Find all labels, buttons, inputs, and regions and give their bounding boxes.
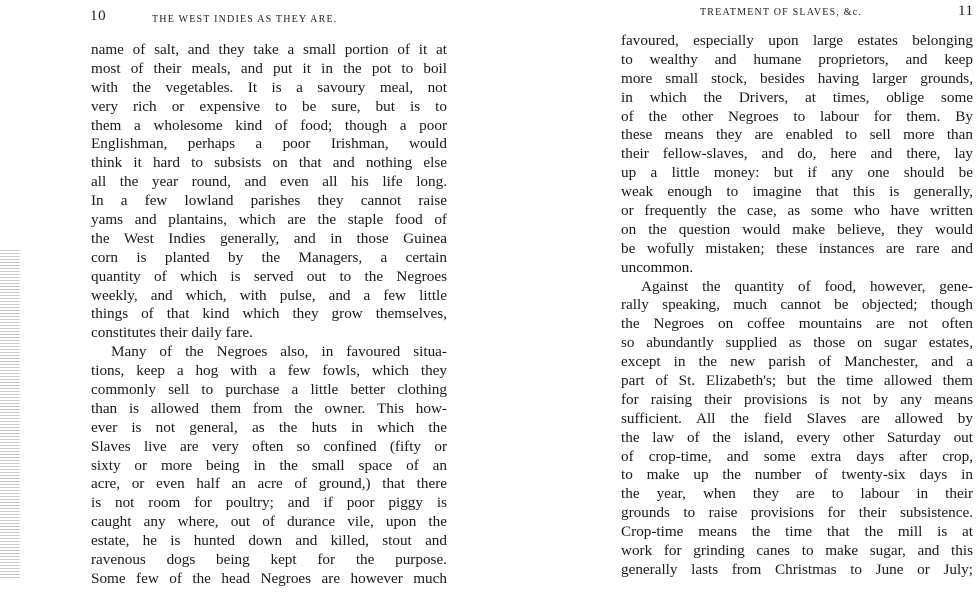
text-line: grounds to raise provisions for their subsistence. — [621, 504, 973, 522]
text-line: these means they are enabled to sell more than — [621, 126, 973, 144]
text-line: Against the quantity of food, however, gene- — [641, 277, 973, 295]
text-line: Some few of the head Negroes are however much — [91, 569, 447, 587]
right-running-head: TREATMENT OF SLAVES, &c. — [700, 7, 863, 18]
text-line: ravenous dogs being kept for the purpose. — [91, 551, 447, 569]
text-line: part of St. Elizabeth's; but the time allowed them — [621, 372, 973, 390]
text-line: Englishman, perhaps a poor Irishman, would — [91, 135, 447, 153]
text-line: more small stock, besides having larger grounds, — [621, 69, 973, 87]
text-line: their fellow-slaves, and do, here and there, lay — [621, 145, 973, 163]
text-line: be wofully mistaken; these instances are rare and — [621, 239, 973, 257]
text-line: yams and plantains, which are the staple food of — [91, 211, 447, 229]
text-line: to wealthy and humane proprietors, and keep — [621, 50, 973, 68]
text-line: Many of the Negroes also, in favoured situa- — [111, 343, 447, 361]
text-line: than is allowed them from the owner. This how- — [91, 399, 447, 417]
text-line: generally lasts from Christmas to June or July; — [621, 560, 973, 578]
text-line: in which the Drivers, at times, oblige some — [621, 88, 973, 106]
text-line: weekly, and which, with pulse, and a few little — [91, 286, 447, 304]
text-line: ever is not general, as the huts in which the — [91, 418, 447, 436]
left-page-number: 10 — [90, 8, 107, 24]
text-line: to make up the number of twenty-six days in — [621, 466, 973, 484]
text-line: of the other Negroes to labour for them. By — [621, 107, 973, 125]
text-line: constitutes their daily fare. — [91, 324, 253, 342]
text-line: the law of the island, every other Saturday out — [621, 428, 973, 446]
right-page — [490, 0, 980, 593]
left-body-text — [91, 41, 447, 589]
text-line: or frequently the case, as some who have written — [621, 202, 973, 220]
left-running-head: THE WEST INDIES AS THEY ARE. — [152, 14, 338, 25]
text-line: the West Indies generally, and in those Guinea — [91, 229, 447, 247]
text-line: most of their meals, and put it in the pot to boil — [91, 59, 447, 77]
text-line: except in the new parish of Manchester, and a — [621, 353, 973, 371]
text-line: things of that kind which they grow themselves, — [91, 305, 447, 323]
text-line: with the vegetables. It is a savoury meal, not — [91, 78, 447, 96]
text-line: the Negroes on coffee mountains are not often — [621, 315, 973, 333]
text-line: name of salt, and they take a small portion of it at — [91, 41, 447, 58]
text-line: them a wholesome kind of food; though a poor — [91, 116, 447, 134]
text-line: of crop-time, and some extra days after crop, — [621, 447, 973, 465]
text-line: uncommon. — [621, 258, 694, 276]
text-line: sixty or more being in the small space of an — [91, 456, 447, 474]
text-line: tions, keep a hog with a few fowls, which they — [91, 362, 447, 380]
text-line: estate, he is hunted down and killed, stout and — [91, 532, 447, 550]
text-line: In a few lowland parishes they cannot raise — [91, 192, 447, 210]
text-line: weak enough to imagine that this is generally, — [621, 183, 973, 201]
text-line: Slaves live are very often so confined (fifty or — [91, 437, 447, 455]
text-line: so abundantly supplied as those on sugar estates, — [621, 334, 973, 352]
text-line: Crop-time means the time that the mill is at — [621, 523, 973, 541]
text-line: work for grinding canes to make sugar, and this — [621, 542, 973, 560]
text-line: very rich or expensive to be sure, but is to — [91, 97, 447, 115]
text-line: commonly sell to purchase a little better clothing — [91, 381, 447, 399]
text-line: caught any where, out of durance vile, upon the — [91, 513, 447, 531]
right-body-text — [621, 32, 973, 580]
text-line: corn is planted by the Managers, a certain — [91, 248, 447, 266]
text-line: sufficient. All the field Slaves are allowed by — [621, 409, 973, 427]
text-line: on the question would make believe, they would — [621, 220, 973, 238]
text-line: favoured, especially upon large estates belonging — [621, 32, 973, 49]
text-line: think it hard to subsists on that and nothing else — [91, 154, 447, 172]
text-line: acre, or even half an acre of ground,) that there — [91, 475, 447, 493]
text-line: quantity of which is served out to the Negroes — [91, 267, 447, 285]
text-line: for raising their provisions is not by any means — [621, 390, 973, 408]
text-line: the year, when they are to labour in their — [621, 485, 973, 503]
page-edge-shadow — [0, 250, 20, 580]
text-line: all the year round, and even all his life long. — [91, 173, 447, 191]
text-line: is not room for poultry; and if poor piggy is — [91, 494, 447, 512]
text-line: up a little money: but if any one should be — [621, 164, 973, 182]
right-page-number: 11 — [958, 3, 974, 19]
text-line: rally speaking, much cannot be objected; though — [621, 296, 973, 314]
